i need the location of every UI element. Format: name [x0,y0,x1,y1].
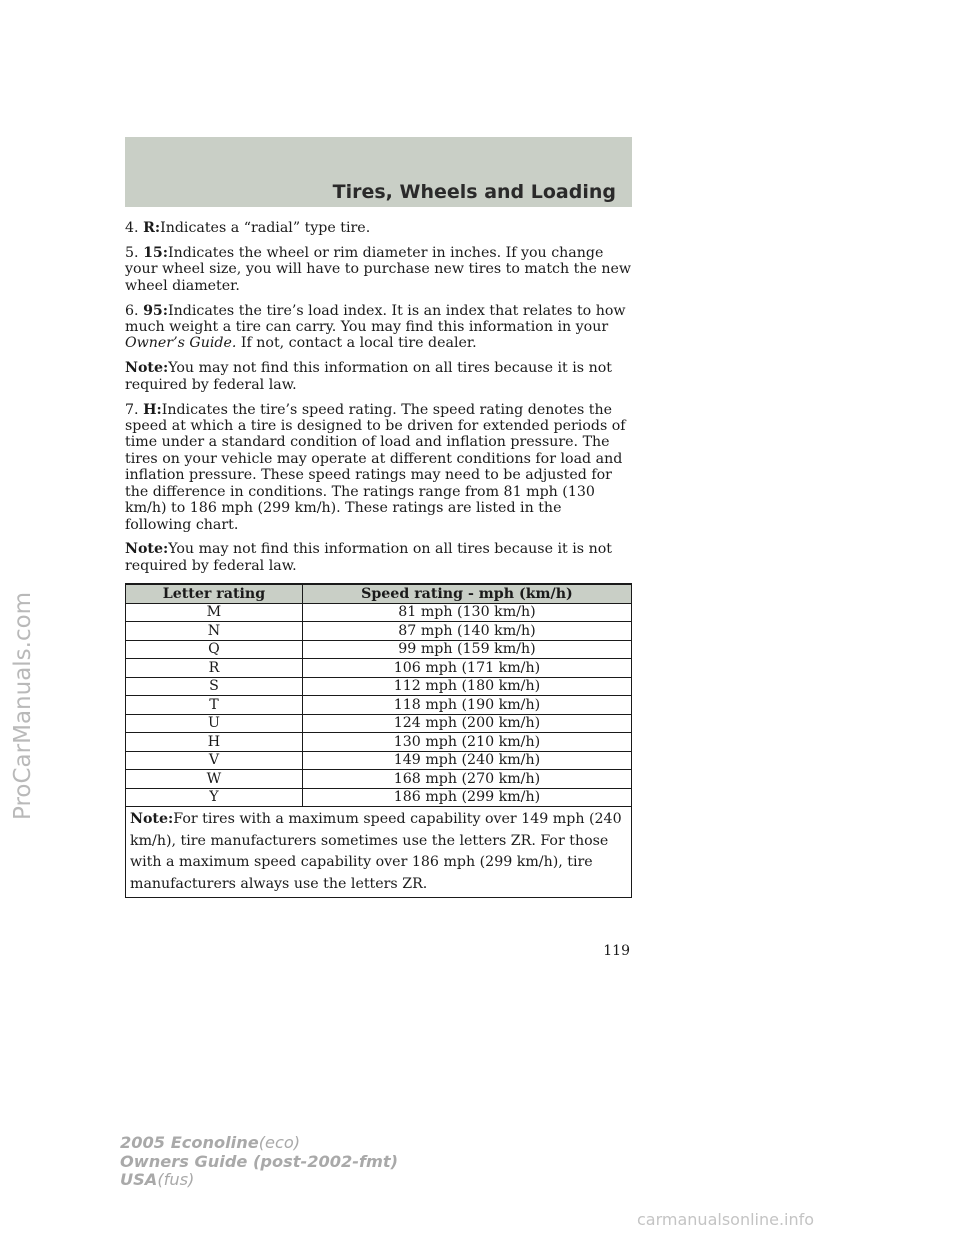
speed-rating-cell: 130 mph (210 km/h) [302,733,631,752]
page-content [125,220,632,898]
item-number: 4. [125,220,139,236]
paragraph-text: You may not find this information on all tires because it is not required by federal law. [125,541,612,574]
speed-rating-cell: 81 mph (130 km/h) [302,603,631,622]
paragraph [125,220,632,236]
paragraph [125,402,632,533]
paragraph [125,245,632,294]
table-note-row [126,807,632,898]
letter-rating-cell: V [126,751,303,770]
table-header-row [126,584,632,603]
table-row [126,714,632,733]
guide-title: Owner’s Guide. [125,335,237,352]
table-note-cell [126,807,632,898]
table-row [126,640,632,659]
footer-guide: Owners Guide (post-2002-fmt) [120,1151,399,1171]
column-header-letter: Letter rating [126,584,303,603]
paragraph-text-after: If not, contact a local tire dealer. [236,335,477,352]
term-label: 15: [143,244,169,261]
table-row [126,733,632,752]
speed-rating-cell: 149 mph (240 km/h) [302,751,631,770]
speed-rating-cell: 112 mph (180 km/h) [302,677,631,696]
term-label: Note: [125,541,169,558]
speed-rating-cell: 124 mph (200 km/h) [302,714,631,733]
table-row [126,677,632,696]
speed-rating-cell: 106 mph (171 km/h) [302,659,631,678]
letter-rating-cell: U [126,714,303,733]
letter-rating-cell: W [126,770,303,789]
page-number: 119 [603,943,630,959]
term-label: R: [143,220,161,236]
note-text: For tires with a maximum speed capability over 149 mph (240 km/h), tire manufacturers sometimes use the letters ZR. For those with a maximum speed capability over 186 mph (299 km/h), tire manufacturers always use the letters ZR. [130,811,622,892]
term-label: H: [143,401,162,418]
item-number: 6. [125,302,139,319]
letter-rating-cell: Y [126,788,303,807]
paragraph [125,360,632,393]
table-row [126,770,632,789]
paragraph-text: You may not find this information on all tires because it is not required by federal law. [125,360,612,393]
footer-model: 2005 Econoline [120,1133,259,1152]
table-row [126,788,632,807]
letter-rating-cell: R [126,659,303,678]
paragraph [125,541,632,574]
paragraph-text: Indicates the tire’s speed rating. The speed rating denotes the speed at which a tire is designed to be driven for extended periods of time under a standard condition of load and inflation pressure. The tires on your vehicle may operate at different conditions for load and inflation pressure. These speed ratings may need to be adjusted for the difference in conditions. The ratings range from 81 mph (130 km/h) to 186 mph (299 km/h). These ratings are listed in the following chart. [125,401,626,533]
table-row [126,751,632,770]
speed-rating-table [125,583,632,898]
column-header-speed: Speed rating - mph (km/h) [302,584,631,603]
note-label: Note: [130,811,174,828]
footer-market-code: (fus) [157,1170,195,1189]
letter-rating-cell: N [126,622,303,641]
letter-rating-cell: H [126,733,303,752]
paragraph [125,303,632,352]
section-title: Tires, Wheels and Loading [332,181,616,203]
paragraph-text: Indicates a “radial” type tire. [160,220,371,236]
speed-rating-cell: 87 mph (140 km/h) [302,622,631,641]
term-label: 95: [143,302,169,319]
paragraph-text: Indicates the wheel or rim diameter in inches. If you change your wheel size, you will have to purchase new tires to match the new wheel diameter. [125,244,632,294]
speed-rating-cell: 168 mph (270 km/h) [302,770,631,789]
item-number: 7. [125,401,139,418]
table-row [126,622,632,641]
term-label: Note: [125,360,169,377]
speed-rating-cell: 186 mph (299 km/h) [302,788,631,807]
speed-rating-cell: 118 mph (190 km/h) [302,696,631,715]
footer-market: USA [120,1170,158,1189]
table-row [126,696,632,715]
brand-logo: carmanualsonline.info [637,1210,815,1229]
footer-model-code: (eco) [258,1133,301,1152]
letter-rating-cell: M [126,603,303,622]
item-number: 5. [125,244,139,261]
section-header-bar [125,137,632,207]
speed-rating-cell: 99 mph (159 km/h) [302,640,631,659]
letter-rating-cell: Q [126,640,303,659]
table-row [126,659,632,678]
document-footer [120,1134,398,1190]
site-watermark: ProCarManuals.com [10,591,36,820]
paragraph-list [125,220,632,574]
table-row [126,603,632,622]
letter-rating-cell: S [126,677,303,696]
letter-rating-cell: T [126,696,303,715]
paragraph-text: Indicates the tire’s load index. It is an index that relates to how much weight a tire can carry. You may find this information in your [125,302,626,336]
